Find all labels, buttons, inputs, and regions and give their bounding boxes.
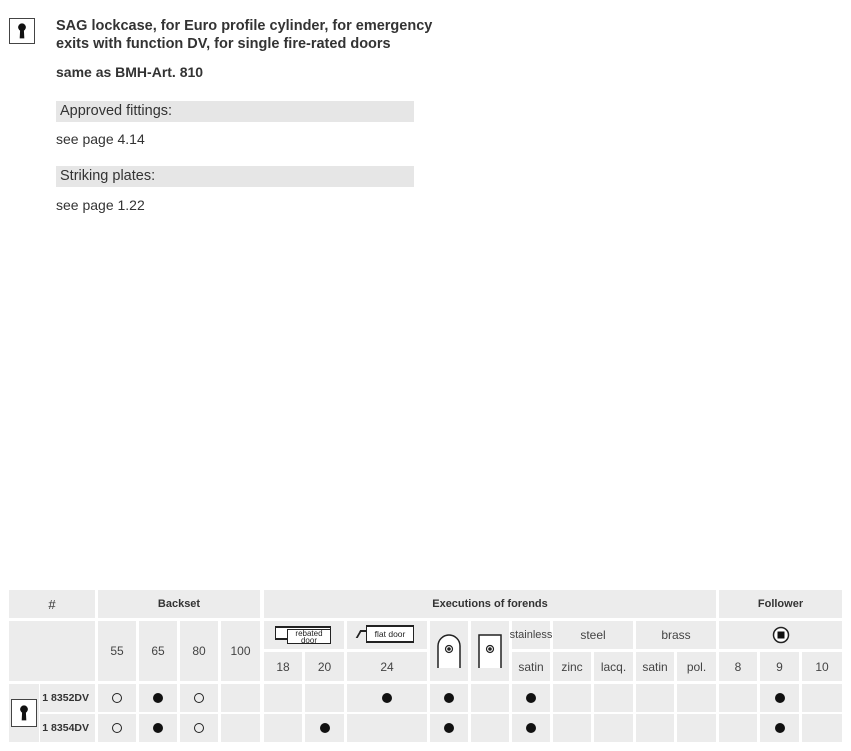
follower-cell — [802, 684, 842, 712]
column-header-backset: Backset — [98, 590, 260, 618]
filled-dot-icon — [444, 723, 454, 733]
header-blank-cell — [9, 621, 95, 681]
filled-dot-icon — [526, 693, 536, 703]
forend-width-cell — [347, 684, 427, 712]
open-circle-icon — [194, 723, 204, 733]
round-forend-cell — [430, 684, 468, 712]
square-forend-cell — [471, 684, 509, 712]
finish-cell — [594, 714, 633, 742]
column-header-follower: Follower — [719, 590, 842, 618]
section-text-striking-plates: see page 1.22 — [56, 197, 145, 213]
backset-value: 80 — [180, 621, 218, 681]
row-symbol-cell — [9, 684, 39, 742]
flat-door-icon: flat door — [358, 625, 416, 645]
follower-value: 9 — [760, 652, 799, 681]
follower-value: 8 — [719, 652, 757, 681]
round-forend-cell — [430, 621, 468, 681]
finish-cell — [677, 684, 716, 712]
material-steel: steel — [553, 621, 633, 649]
rebated-door-icon: rebated door — [275, 624, 333, 646]
forend-width: 18 — [264, 652, 302, 681]
backset-cell — [180, 684, 218, 712]
square-forend-cell — [471, 621, 509, 681]
section-text-fittings: see page 4.14 — [56, 131, 145, 147]
filled-dot-icon — [153, 723, 163, 733]
product-title: SAG lockcase, for Euro profile cylinder, for emergency exits with function DV, for single fire-rated doors — [56, 18, 433, 52]
backset-cell — [98, 714, 136, 742]
finish-cell — [512, 684, 550, 712]
lock-symbol-icon — [11, 699, 37, 727]
square-follower-icon — [772, 626, 790, 644]
keyhole-icon — [10, 19, 34, 43]
keyhole-icon — [12, 700, 36, 726]
backset-cell — [139, 684, 177, 712]
follower-value: 10 — [802, 652, 842, 681]
article-number-cell: 1 8352DV — [40, 684, 95, 712]
forend-width-cell — [305, 684, 344, 712]
rebated-door-cell — [264, 621, 344, 649]
backset-cell — [180, 714, 218, 742]
square-forend-icon — [477, 633, 503, 669]
backset-value: 55 — [98, 621, 136, 681]
section-heading-striking-plates: Striking plates: — [56, 166, 414, 187]
follower-cell — [719, 714, 757, 742]
material-brass: brass — [636, 621, 716, 649]
forend-width: 24 — [347, 652, 427, 681]
filled-dot-icon — [526, 723, 536, 733]
finish-label: pol. — [677, 652, 716, 681]
finish-cell — [553, 684, 591, 712]
open-circle-icon — [112, 693, 122, 703]
finish-cell — [677, 714, 716, 742]
square-forend-cell — [471, 714, 509, 742]
article-number-cell: 1 8354DV — [40, 714, 95, 742]
filled-dot-icon — [153, 693, 163, 703]
follower-cell — [802, 714, 842, 742]
filled-dot-icon — [444, 693, 454, 703]
column-header-number: # — [9, 590, 95, 618]
product-subtitle: same as BMH-Art. 810 — [56, 64, 204, 80]
finish-label: satin — [512, 652, 550, 681]
finish-cell — [594, 684, 633, 712]
forend-width-cell — [264, 714, 302, 742]
round-forend-cell — [430, 714, 468, 742]
finish-label: satin — [636, 652, 674, 681]
follower-icon-cell — [719, 621, 842, 649]
filled-dot-icon — [775, 693, 785, 703]
follower-cell — [760, 684, 799, 712]
finish-cell — [553, 714, 591, 742]
backset-value: 65 — [139, 621, 177, 681]
finish-cell — [636, 684, 674, 712]
backset-cell — [139, 714, 177, 742]
backset-cell — [221, 684, 260, 712]
filled-dot-icon — [382, 693, 392, 703]
open-circle-icon — [112, 723, 122, 733]
flat-door-cell — [347, 621, 427, 649]
backset-cell — [98, 684, 136, 712]
forend-width-cell — [305, 714, 344, 742]
round-forend-icon — [436, 633, 462, 669]
open-circle-icon — [194, 693, 204, 703]
lock-symbol-icon — [9, 18, 35, 44]
backset-value: 100 — [221, 621, 260, 681]
filled-dot-icon — [320, 723, 330, 733]
material-stainless: stainless — [512, 621, 550, 649]
column-header-executions: Executions of forends — [264, 590, 716, 618]
finish-label: lacq. — [594, 652, 633, 681]
finish-label: zinc — [553, 652, 591, 681]
follower-cell — [719, 684, 757, 712]
forend-width-cell — [264, 684, 302, 712]
filled-dot-icon — [775, 723, 785, 733]
follower-cell — [760, 714, 799, 742]
forend-width-cell — [347, 714, 427, 742]
forend-width: 20 — [305, 652, 344, 681]
backset-cell — [221, 714, 260, 742]
finish-cell — [512, 714, 550, 742]
section-heading-fittings: Approved fittings: — [56, 101, 414, 122]
finish-cell — [636, 714, 674, 742]
